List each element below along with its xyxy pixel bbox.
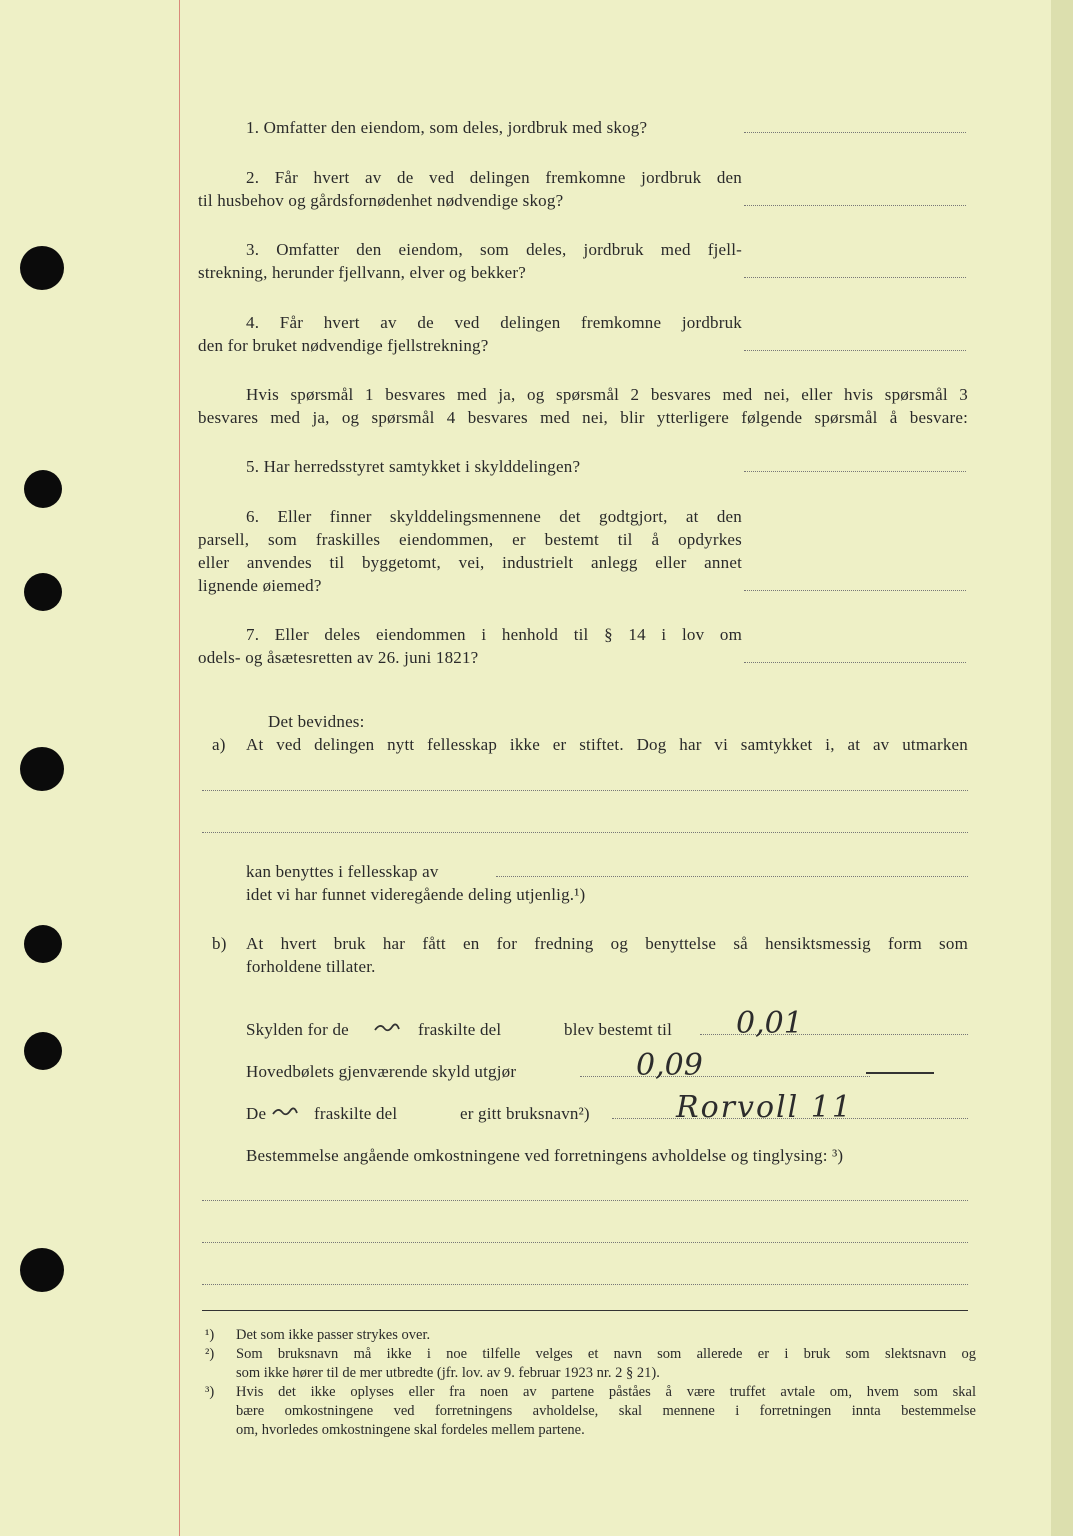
punch-hole [24,470,62,508]
hoved-label: Hovedbølets gjenværende skyld utgjør [246,1062,517,1081]
footnote-mark: ³) [205,1384,215,1400]
question-5: 5. Har herredsstyret samtykket i skylddelingen? [246,457,581,476]
margin-line [179,0,180,1536]
footnote-mark: ²) [205,1346,215,1362]
fill-line[interactable] [202,832,968,833]
footnote-text: om, hvorledes omkostningene skal fordeles mellem partene. [236,1422,585,1438]
question-4-line-2: den for bruket nødvendige fjellstrekning? [198,336,489,355]
footnote-separator [202,1310,968,1311]
item-a-line-3: idet vi har funnet videregående deling utjenlig.¹) [246,885,586,904]
item-a-line-2: kan benyttes i fellesskap av [246,862,439,881]
answer-line-7[interactable] [744,662,966,663]
fill-line[interactable] [202,1284,968,1285]
question-3-line-2: strekning, herunder fjellvann, elver og bekker? [198,263,527,282]
footnote-text: Som bruksnavn må ikke i noe tilfelle velges et navn som allerede er i bruk som slektsnavn og [236,1346,976,1362]
bruksnavn-value: Rorvoll 11 [676,1090,853,1125]
navn-label-c: er gitt bruksnavn²) [460,1104,590,1123]
declaration-heading: Det bevidnes: [268,712,365,731]
item-b-label: b) [212,934,227,953]
hoved-value: 0,09 [636,1048,703,1083]
condition-line-1: Hvis spørsmål 1 besvares med ja, og spørsmål 2 besvares med nei, eller hvis spørsmål 3 [246,385,968,404]
fill-line[interactable] [202,1200,968,1201]
answer-line-3[interactable] [744,277,966,278]
question-6-line-4: lignende øiemed? [198,576,322,595]
item-a-label: a) [212,735,226,754]
question-2-line-2: til husbehov og gårdsfornødenhet nødvendige skog? [198,191,564,210]
answer-line-2[interactable] [744,205,966,206]
navn-label-b: fraskilte del [314,1104,398,1123]
question-6-line-1: 6. Eller finner skylddelingsmennene det godtgjort, at den [246,507,742,526]
skyld-label-c: blev bestemt til [564,1020,673,1039]
question-4-line-1: 4. Får hvert av de ved delingen fremkomne jordbruk [246,313,742,332]
navn-label-a: De [246,1104,267,1123]
question-2-line-1: 2. Får hvert av de ved delingen fremkomne jordbruk den [246,168,742,187]
punch-hole [20,747,64,791]
fill-line[interactable] [202,790,968,791]
question-7-line-1: 7. Eller deles eiendommen i henhold til § 14 i lov om [246,625,742,644]
footnote-text: bære omkostningene ved forretningens avholdelse, skal mennene i forretningen innta bestemmelse [236,1403,976,1419]
question-7-line-2: odels- og åsætesretten av 26. juni 1821? [198,648,479,667]
strike-mark [272,1104,298,1118]
strike-mark [374,1020,400,1034]
question-6-line-3: eller anvendes til byggetomt, vei, industrielt anlegg eller annet [198,553,742,572]
page-edge [1051,0,1073,1536]
punch-hole [24,573,62,611]
answer-line-1[interactable] [744,132,966,133]
skyld-label-b: fraskilte del [418,1020,502,1039]
item-b-line-1: At hvert bruk har fått en for fredning og benyttelse så hensiktsmessig form som [246,934,968,953]
footnote-text: Hvis det ikke oplyses eller fra noen av partene påståes å være truffet avtale om, hvem som skal [236,1384,976,1400]
footnote-3 [205,1383,976,1440]
question-1: 1. Omfatter den eiendom, som deles, jordbruk med skog? [246,118,648,137]
condition-line-2: besvares med ja, og spørsmål 4 besvares med nei, blir ytterligere følgende spørsmål å besvare: [198,408,968,427]
footnote-2 [205,1345,976,1383]
fill-line[interactable] [202,1242,968,1243]
hand-drawn-line [866,1072,934,1074]
question-6-line-2: parsell, som fraskilles eiendommen, er bestemt til å opdyrkes [198,530,742,549]
skyld-value: 0,01 [736,1006,803,1041]
kost-label: Bestemmelse angående omkostningene ved forretningens avholdelse og tinglysing: ³) [246,1146,844,1165]
punch-hole [20,246,64,290]
answer-line-4[interactable] [744,350,966,351]
punch-hole [24,925,62,963]
fellesskap-field[interactable] [496,876,968,877]
punch-hole [24,1032,62,1070]
skyld-label-a: Skylden for de [246,1020,349,1039]
answer-line-5[interactable] [744,471,966,472]
hoved-field[interactable] [580,1076,870,1077]
question-3-line-1: 3. Omfatter den eiendom, som deles, jordbruk med fjell- [246,240,742,259]
footnote-mark: ¹) [205,1327,215,1343]
footnote-text: Det som ikke passer strykes over. [236,1327,431,1343]
answer-line-6[interactable] [744,590,966,591]
punch-hole [20,1248,64,1292]
item-a-text: At ved delingen nytt fellesskap ikke er stiftet. Dog har vi samtykket i, at av utmarken [246,735,968,754]
footnote-text: som ikke hører til de mer utbredte (jfr. lov. av 9. februar 1923 nr. 2 § 21). [236,1365,660,1381]
footnote-1 [205,1326,976,1345]
item-b-line-2: forholdene tillater. [246,957,376,976]
